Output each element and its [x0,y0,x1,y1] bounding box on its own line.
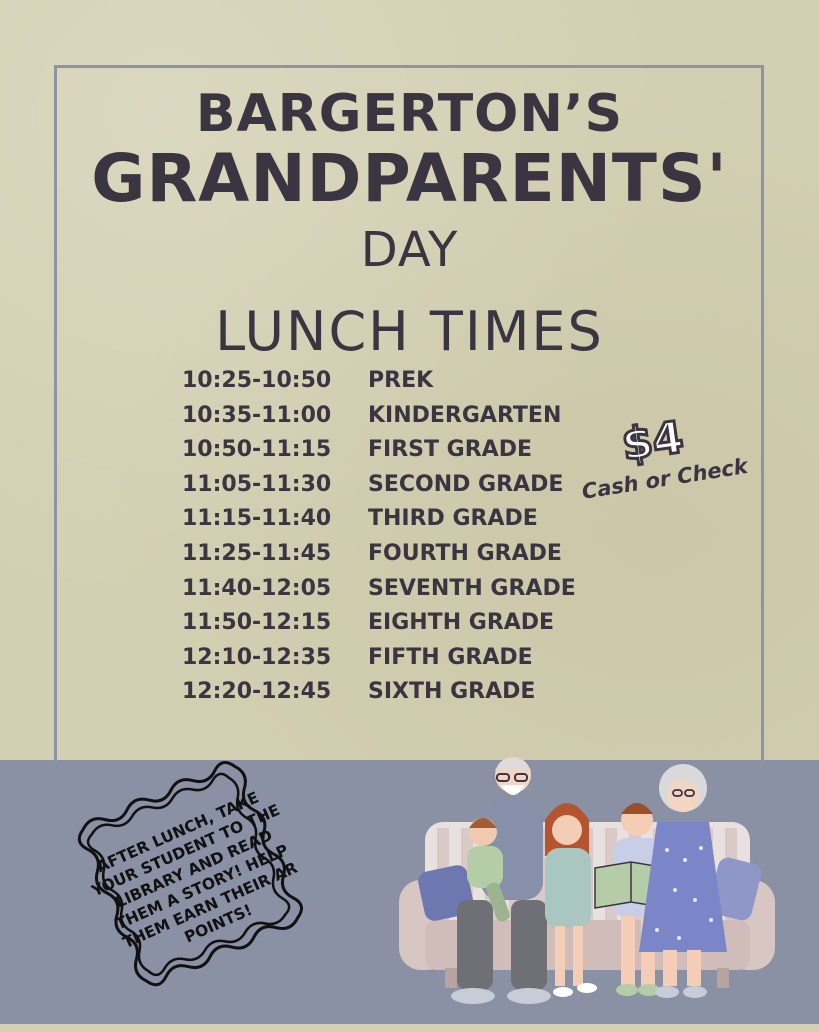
schedule-row [182,608,622,643]
schedule-grade: FIRST GRADE [368,437,532,463]
schedule-grade: KINDERGARTEN [368,402,562,428]
title-line-4: LUNCH TIMES [215,300,604,363]
title-line-1: BARGERTON’S [195,84,624,144]
schedule-row [182,401,622,436]
price-label: $4 [618,411,687,472]
schedule-time: 11:05-11:30 [182,471,332,497]
schedule-row [182,366,622,401]
schedule-time: 11:50-12:15 [182,610,332,636]
schedule-row [182,677,622,712]
title-line-3: DAY [360,222,459,278]
schedule-time: 10:50-11:15 [182,437,332,463]
schedule-row [182,574,622,609]
schedule-grade: SIXTH GRADE [368,679,536,705]
schedule-time: 12:10-12:35 [182,644,332,670]
schedule-time: 10:25-10:50 [182,368,332,393]
payment-label: Cash or Check [580,453,750,504]
schedule-grade: FOURTH GRADE [368,540,562,566]
schedule-grade: THIRD GRADE [368,506,538,532]
schedule-row [182,470,622,505]
schedule-row [182,643,622,678]
schedule-row [182,504,622,539]
schedule-time: 10:35-11:00 [182,402,332,428]
schedule-grade: FIFTH GRADE [368,644,533,670]
schedule-row [182,539,622,574]
schedule-time: 12:20-12:45 [182,679,332,705]
lunch-schedule [182,366,622,712]
schedule-grade: PREK [368,368,434,393]
schedule-row [182,435,622,470]
title-line-2: GRANDPARENTS' [91,140,728,217]
schedule-time: 11:15-11:40 [182,506,332,532]
schedule-grade: SEVENTH GRADE [368,575,576,601]
schedule-grade: EIGHTH GRADE [368,610,555,636]
schedule-time: 11:25-11:45 [182,540,332,566]
schedule-time: 11:40-12:05 [182,575,332,601]
library-note: AFTER LUNCH, TAKE YOUR STUDENT TO THE LIBRARY AND READ THEM A STORY! HELP THEM EARN THEIR AR POINTS! [89,788,301,953]
grandparents-reading-illustration-icon [395,750,785,1015]
schedule-grade: SECOND GRADE [368,471,564,497]
